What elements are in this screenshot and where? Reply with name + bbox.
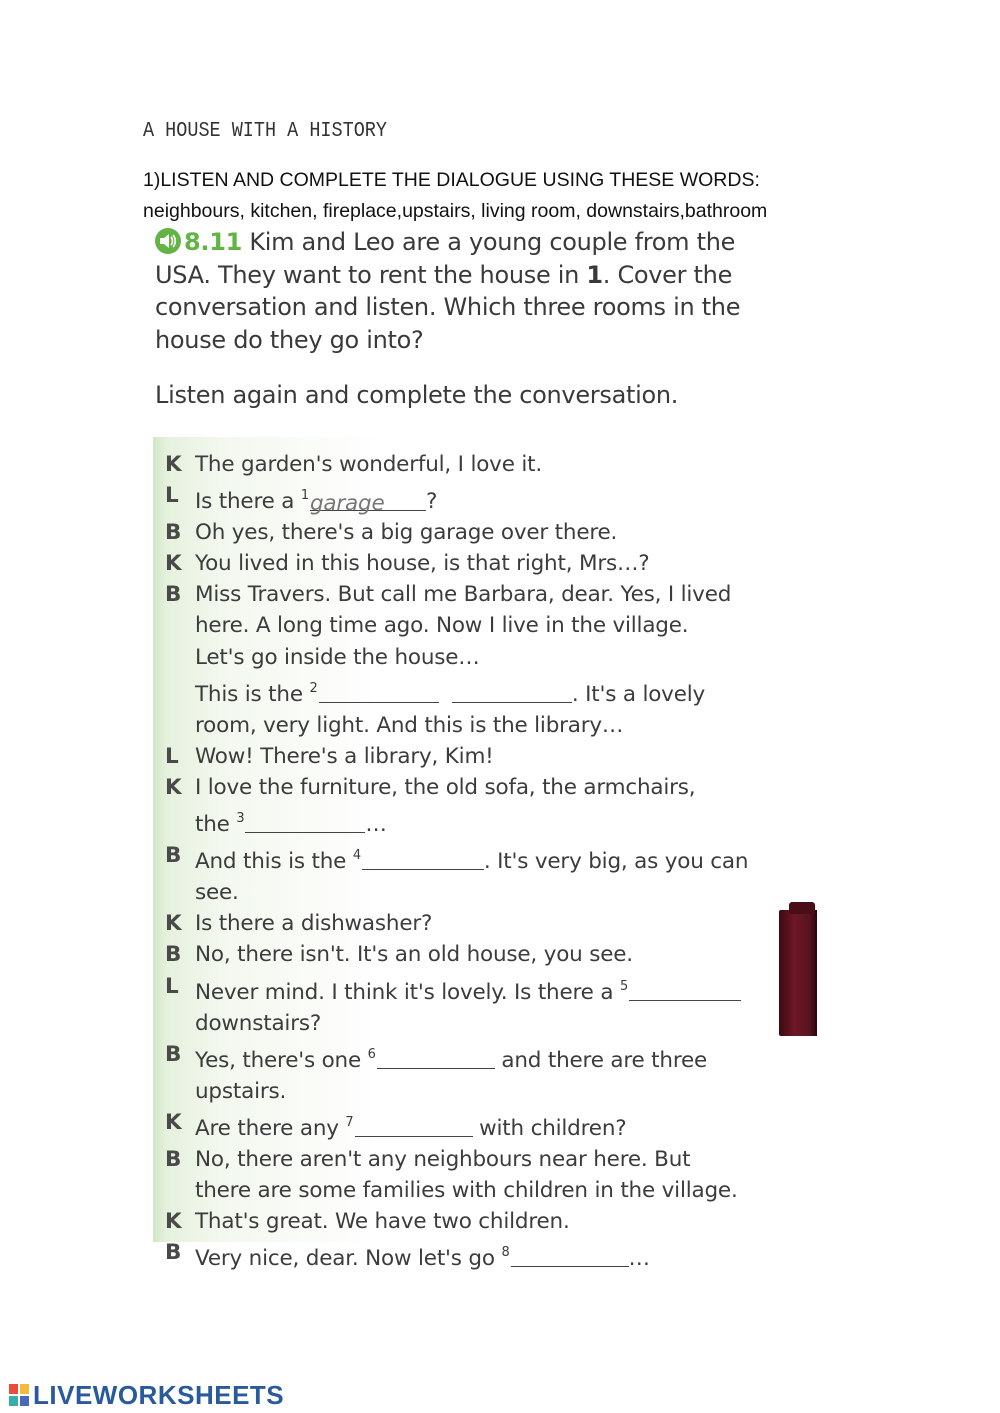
dialogue: [165, 449, 785, 1274]
dialogue-line: [165, 1076, 785, 1107]
speaker-label: B: [165, 520, 182, 546]
gap-2a-input[interactable]: [319, 680, 439, 703]
dialogue-line: [165, 1107, 785, 1144]
intro-line-4: house do they go into?: [155, 325, 424, 354]
line-text: No, there aren't any neighbours near here. But: [195, 1146, 691, 1172]
line-text: And this is the: [195, 849, 353, 875]
liveworksheets-logo[interactable]: [8, 1380, 284, 1410]
dialogue-line: [165, 610, 785, 641]
line-text: You lived in this house, is that right, Mrs…?: [195, 551, 650, 577]
line-text: Oh yes, there's a big garage over there.: [195, 520, 618, 546]
line-text: Never mind. I think it's lovely. Is there a: [195, 979, 620, 1005]
dialogue-line: [165, 449, 785, 480]
line-text: Are there any: [195, 1115, 346, 1141]
line-text: Is there a dishwasher?: [195, 911, 433, 937]
intro-line-2c: . Cover the: [602, 260, 733, 289]
speaker-label: K: [165, 911, 182, 937]
intro-ref-number: 1: [586, 260, 603, 289]
dialogue-line: [165, 741, 785, 772]
line-text: That's great. We have two children.: [195, 1209, 570, 1235]
speaker-label: B: [165, 1146, 182, 1172]
line-text: upstairs.: [195, 1078, 287, 1104]
gap-number: 7: [345, 1114, 354, 1130]
dialogue-line: [165, 579, 785, 610]
line-text: Very nice, dear. Now let's go: [195, 1246, 502, 1272]
line-text: ?: [425, 489, 438, 515]
gap-number: 4: [352, 848, 361, 864]
intro-line-3: conversation and listen. Which three rooms in the: [155, 293, 741, 321]
speaker-label: K: [165, 1109, 182, 1135]
speaker-label: B: [165, 1240, 182, 1266]
speaker-label: K: [165, 774, 182, 800]
dialogue-line: [165, 548, 785, 579]
line-text: No, there isn't. It's an old house, you see.: [195, 942, 633, 968]
speaker-label: B: [165, 942, 182, 968]
exercise-intro: [155, 226, 795, 356]
line-text: the: [195, 812, 237, 838]
line-text: here. A long time ago. Now I live in the village.: [195, 613, 689, 639]
logo-text: LIVEWORKSHEETS: [33, 1379, 285, 1410]
word-bank: neighbours, kitchen, fireplace,upstairs, living room, downstairs,bathroom: [143, 200, 768, 222]
dialogue-line: [165, 1144, 785, 1175]
speaker-label: L: [165, 743, 179, 769]
dialogue-line: [165, 877, 785, 908]
dialogue-line: [165, 480, 785, 517]
speaker-label: B: [165, 843, 182, 869]
instruction-heading: 1)LISTEN AND COMPLETE THE DIALOGUE USING THESE WORDS:: [143, 169, 760, 191]
dialogue-line: [165, 642, 785, 673]
line-text: with children?: [472, 1115, 627, 1141]
gap-number: 5: [619, 978, 629, 994]
dialogue-line: [165, 772, 785, 803]
track-number: 8.11: [184, 228, 243, 256]
gap-number: 2: [309, 680, 318, 696]
intro-line-2a: USA. They want to rent the house in: [155, 260, 587, 289]
speaker-label: L: [165, 973, 179, 999]
listen-again-instruction: Listen again and complete the conversation.: [155, 381, 679, 409]
dialogue-line: [165, 1237, 785, 1274]
audio-speaker-icon[interactable]: [155, 228, 181, 254]
line-text: …: [365, 812, 387, 838]
line-text: . It's very big, as you can: [483, 849, 749, 875]
dialogue-line: [165, 517, 785, 548]
line-text: downstairs?: [195, 1010, 322, 1036]
intro-line-1: Kim and Leo are a young couple from the: [242, 228, 736, 256]
speaker-label: B: [165, 582, 182, 608]
dialogue-line: [165, 1175, 785, 1206]
dialogue-line: [165, 908, 785, 939]
gap-1-example-answer: garage: [310, 488, 426, 511]
line-text: there are some families with children in the village.: [195, 1178, 738, 1204]
gap-2b-input[interactable]: [452, 680, 572, 703]
dialogue-line: [165, 803, 785, 840]
dialogue-line: [165, 1039, 785, 1076]
speaker-label: K: [165, 1209, 182, 1235]
line-text: . It's a lovely: [571, 681, 706, 707]
dialogue-line: [165, 971, 785, 1008]
line-text: see.: [195, 880, 239, 906]
line-text: Yes, there's one: [195, 1047, 368, 1073]
line-text: I love the furniture, the old sofa, the armchairs,: [195, 774, 696, 800]
speaker-label: L: [165, 483, 179, 509]
gap-number: 3: [236, 811, 245, 827]
dialogue-line: [165, 1008, 785, 1039]
line-text: Is there a: [195, 489, 301, 515]
dialogue-line: [165, 939, 785, 970]
gap-5-input[interactable]: [629, 978, 741, 1001]
gap-6-input[interactable]: [377, 1046, 495, 1069]
line-text: The garden's wonderful, I love it.: [195, 452, 542, 477]
worksheet-title: A HOUSE WITH A HISTORY: [143, 120, 387, 143]
gap-number: 6: [367, 1046, 376, 1062]
line-text: room, very light. And this is the library…: [195, 712, 624, 738]
dialogue-line: [165, 710, 785, 741]
dialogue-line: [165, 1206, 785, 1237]
gap-3-input[interactable]: [245, 810, 365, 833]
gap-number: 8: [501, 1245, 510, 1261]
gap-7-input[interactable]: [355, 1114, 473, 1137]
speaker-label: K: [165, 551, 182, 577]
line-text: Wow! There's a library, Kim!: [195, 743, 494, 769]
gap-4-input[interactable]: [362, 847, 484, 870]
line-text: This is the: [195, 681, 310, 707]
line-text: Let's go inside the house…: [195, 644, 480, 670]
dialogue-line: [165, 673, 785, 710]
speaker-label: K: [165, 452, 182, 477]
line-text: …: [628, 1246, 650, 1272]
line-text: and there are three: [494, 1047, 708, 1073]
dialogue-line: [165, 840, 785, 877]
gap-8-input[interactable]: [511, 1244, 629, 1267]
line-text: Miss Travers. But call me Barbara, dear. Yes, I lived: [195, 582, 732, 608]
speaker-label: B: [165, 1041, 182, 1067]
liveworksheets-logo-icon: [8, 1382, 30, 1408]
gap-number: 1: [300, 488, 309, 504]
